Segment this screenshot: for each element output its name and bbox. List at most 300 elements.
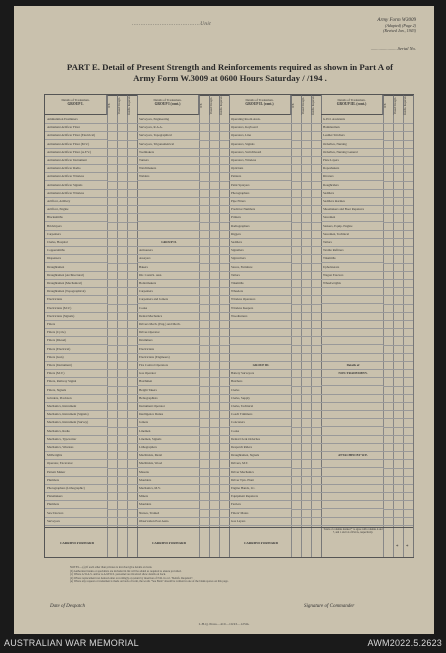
row-rule [107,451,137,452]
form-ref-line-2: (Adapted) (Page 2) [385,23,416,28]
row-rule [199,525,229,526]
trade-row: Carpenters [45,230,107,239]
column-header [321,95,383,115]
trade-row: Drivers, M.T. [229,459,291,468]
row-rule [107,279,137,280]
column-group-label: GROUP III. (cont.) [336,102,367,106]
row-rule [107,500,137,501]
row-rule [291,353,321,354]
trade-row: Woodturners [229,312,291,321]
row-rule [383,410,413,411]
row-rule [291,525,321,526]
row-rule [383,525,413,526]
trade-row: Bakers [137,263,199,272]
row-rule [291,451,321,452]
row-rule [383,140,413,141]
row-rule [107,435,137,436]
trade-row: Concreters [229,418,291,427]
row-rule [383,131,413,132]
trade-row: Stokers, Equip. Engine [321,222,383,231]
row-rule [199,459,229,460]
trade-row: Armament Artificer Fitter [45,123,107,132]
trade-row: Operating Room Assts. [229,115,291,124]
unit-label: .......................................Unit [132,22,212,27]
press-imprint: L.H.Q. Press—410—10/43—125m. [198,622,250,626]
trade-row: Draughtsmen, Signals [229,451,291,460]
row-rule [383,156,413,157]
trade-row: Fitters (Cycle) [45,328,107,337]
sub-column-header: Posted Strength. [393,95,403,115]
trade-row: Dispensers [45,254,107,263]
sub-column-header: Reinfts. Required. [127,95,137,115]
column-header-text: Details of Tradesmen. [245,98,274,102]
trade-row: Electricians [45,295,107,304]
trade-row: Saddlers marines [321,197,383,206]
trade-row: Instrument Operator [137,402,199,411]
row-rule [199,222,229,223]
trade-row: Engine Hands, I.C. [229,484,291,493]
trade-row: Predictor Numbers [229,205,291,214]
row-rule [199,205,229,206]
trade-row: Cooks [137,304,199,313]
trade-row: Clerks, Technical [229,402,291,411]
trade-row: Mechanics, Instrument (Signals) [45,410,107,419]
trade-row: Opticians [229,164,291,173]
row-rule [291,246,321,247]
row-rule [199,484,229,485]
row-rule [107,156,137,157]
trade-row: Coppersmiths [45,246,107,255]
trade-row [321,517,383,526]
trade-row: Armament Artificer Radio [45,164,107,173]
row-rule [107,189,137,190]
row-rule [107,287,137,288]
trade-row: Operator, Excavator [45,459,107,468]
trade-row: Wireless Operators [229,295,291,304]
trade-row: Plate Layers [321,156,383,165]
row-rule [199,369,229,370]
trade-row: Plumbers [45,500,107,509]
sub-column-header: Posted Strength. [209,95,219,115]
asterisk-mark: * [406,545,409,550]
trade-row: Draughtsmen [45,263,107,272]
row-rule [383,279,413,280]
row-rule [291,205,321,206]
row-rule [107,312,137,313]
trade-row: Printers [229,213,291,222]
form-notes [70,566,400,584]
trade-row: Farriers [229,500,291,509]
trade-row: Bricklayers [45,222,107,231]
trade-row: Stores, Furniture [229,263,291,272]
row-rule [199,295,229,296]
row-rule [199,156,229,157]
row-rule [383,353,413,354]
trade-row: Mechanics, Wireless [45,443,107,452]
trade-row: Grinders, Precision [45,394,107,403]
trade-row: G.P.O. Assistants [321,115,383,124]
row-rule [291,320,321,321]
row-rule [383,213,413,214]
row-rule [383,468,413,469]
row-rule [383,205,413,206]
row-rule [383,172,413,173]
carried-forward-cell: CARRIED FORWARD [137,527,199,558]
trade-row: Signwriters [229,254,291,263]
trade-row: Assayers [137,254,199,263]
row-rule [199,361,229,362]
row-rule [199,189,229,190]
row-rule [383,304,413,305]
row-rule [199,451,229,452]
row-rule [383,263,413,264]
row-rule [107,164,137,165]
row-rule [383,377,413,378]
row-rule [199,402,229,403]
trade-row: Mechanics, M.V. [137,484,199,493]
trade-row: Wheelers [229,287,291,296]
row-rule [199,509,229,510]
row-rule [107,246,137,247]
trade-row: Wagon Erectors [321,271,383,280]
row-rule [107,476,137,477]
row-rule [383,320,413,321]
row-rule [107,468,137,469]
row-rule [199,418,229,419]
trade-row: Heliographists [137,394,199,403]
row-rule [199,263,229,264]
trade-row: Boilermakers [137,279,199,288]
row-rule [107,377,137,378]
trade-row: Surveyors, Trigonometrical [137,140,199,149]
row-rule [383,123,413,124]
row-rule [383,246,413,247]
row-rule [107,443,137,444]
trade-row: Platemakers [45,492,107,501]
column-header-text: Details of Tradesmen. [61,98,90,102]
row-rule [291,222,321,223]
trade-row: Ropeshakers [321,164,383,173]
caption-left: AUSTRALIAN WAR MEMORIAL [4,638,139,648]
trade-row: Moulders [137,476,199,485]
row-rule [199,246,229,247]
row-rule [199,386,229,387]
form-title: PART E. Detail of Present Strength and Reinforcements required as shown in Part A of Army Form W.3009 at 0600 Hours Saturday / /194 . [66,62,394,83]
trade-row: Surveyors, Engineering [137,115,199,124]
trade-row: Wheelwrights [321,279,383,288]
row-rule [383,500,413,501]
trade-row: Fitters [45,320,107,329]
trade-row: Riggers [229,230,291,239]
trade-row: Storemen [321,213,383,222]
row-rule [107,410,137,411]
footer-rule [199,527,229,528]
row-rule [291,476,321,477]
row-rule [199,148,229,149]
trade-row: Turners [137,156,199,165]
trade-row: ATTACHED BY W.E. [321,451,383,460]
trade-row: Armament Artificer Wireless [45,172,107,181]
row-rule [107,320,137,321]
trade-row: Operators, Keyboard [229,123,291,132]
note-line: (c) Where A.W.A.S. and/or A.A.M.W.S. personnel are involved show details on back. [70,573,166,577]
row-rule [383,181,413,182]
row-rule [107,386,137,387]
row-rule [383,295,413,296]
trade-row: Armament Artificer Fitter (Electrical) [45,131,107,140]
row-rule [199,435,229,436]
trade-row: Paint Sprayers [229,181,291,190]
trade-row: Tinsmiths [321,254,383,263]
row-rule [199,287,229,288]
footer-rule [383,527,413,528]
row-rule [383,476,413,477]
row-rule [107,328,137,329]
row-rule [291,254,321,255]
trade-row: Driver Mechanics [229,468,291,477]
trade-row: Surveyors, R.A.A. [137,123,199,132]
row-rule [199,172,229,173]
row-rule [199,353,229,354]
row-rule [291,361,321,362]
row-rule [383,484,413,485]
row-rule [199,312,229,313]
trade-row: Draughtsmen (Architectural) [45,271,107,280]
row-rule [383,402,413,403]
row-rule [199,164,229,165]
trade-row: Draughtsmen (Mechanical) [45,279,107,288]
column-header [229,95,291,115]
carried-forward-cell: Totals of columns marked * to agree with columns 4 and 7, and 1 and 14 of Part A, respectively. [321,527,383,558]
row-rule [199,492,229,493]
row-rule [383,271,413,272]
trade-row: Photographers [229,189,291,198]
trade-row: Electricians [137,345,199,354]
row-rule [107,336,137,337]
row-rule [107,148,137,149]
form-sheet [14,6,434,634]
trade-row: Battery Surveyors [229,369,291,378]
sub-column-header: W.E. [291,95,301,115]
trade-row: Machinists, Wood [137,459,199,468]
trade-row: Carpenters and Joiners [137,295,199,304]
strength-table [44,94,414,558]
row-rule [291,517,321,518]
row-rule [383,492,413,493]
row-rule [383,427,413,428]
note-line: (d) Where replacement not desired enter accordingly on return by insertion of N.R. in col. "Reinfs. Required". [70,576,194,580]
trade-row: Mechanics, Radio [45,427,107,436]
row-rule [291,410,321,411]
trade-row: Driver-Operator [137,328,199,337]
row-rule [383,164,413,165]
table-column [45,95,138,557]
trade-row: Tailors [321,238,383,247]
note-line: (e) Where any request or tradesmen is made on back of form, the words "See Back" should be written in one of the blank spaces on this page. [70,580,229,584]
asterisk-mark: * [396,545,399,550]
column-header-text: Details of Tradesmen. [337,98,366,102]
row-rule [383,312,413,313]
row-rule [107,509,137,510]
sub-column-header: W.E. [107,95,117,115]
trade-row: Radiographers [229,222,291,231]
sub-column-header: Posted Strength. [301,95,311,115]
row-rule [291,418,321,419]
trade-row: Mechanics, Instrument [45,402,107,411]
row-rule [383,451,413,452]
row-rule [107,123,137,124]
caption-bar [0,634,446,653]
note-line: (b) Authorized trades or specialists are included in list will be added as required to ensure provided. [70,569,182,573]
row-rule [199,328,229,329]
trade-row: Painters [229,172,291,181]
row-rule [291,369,321,370]
column-header-text: Details of Tradesmen. [153,98,182,102]
column-header [45,95,107,115]
trade-row: Butchers [229,377,291,386]
trade-row: Despatch Riders [229,443,291,452]
trade-row: Details of [321,361,383,370]
form-ref-line-3: (Revised Jan., 1943) [383,28,416,33]
row-rule [107,394,137,395]
trade-row: Joiners [137,418,199,427]
column-group-label: GROUP I (cont.) [154,102,181,106]
trade-row: Masons [137,468,199,477]
trade-row: Operators, Line [229,131,291,140]
row-rule [291,197,321,198]
trade-row: Armament Artificer Fitter (A.F.V.) [45,148,107,157]
carried-forward-cell: CARRIED FORWARD [45,527,107,558]
table-column [137,95,230,557]
trade-row: Signallers [229,246,291,255]
row-rule [107,304,137,305]
trade-row: GROUP II. [137,238,199,247]
row-rule [107,263,137,264]
row-rule [107,131,137,132]
caption-right: AWM2022.5.2623 [367,638,442,648]
trade-row: Armourers [137,246,199,255]
row-rule [107,172,137,173]
trade-row: Dir. Const'n. Asst. [137,271,199,280]
trade-row: Electricians (Engineers) [137,353,199,362]
row-rule [199,181,229,182]
trade-row: Fitters (Diesel) [45,336,107,345]
trade-row: Clerks, Supply [229,394,291,403]
trade-row: Armament Artificer Instrument [45,156,107,165]
row-rule [291,172,321,173]
trade-row: Saddlers [321,189,383,198]
sub-column-header: Reinfts. Required. [219,95,229,115]
row-rule [383,336,413,337]
sub-column-header: Reinfts. Required. [403,95,413,115]
row-rule [291,328,321,329]
row-rule [199,427,229,428]
row-rule [199,345,229,346]
row-rule [291,148,321,149]
trade-row: Electricians (Signals) [45,312,107,321]
row-rule [383,222,413,223]
trade-row: Wireless Keepers [229,304,291,313]
row-rule [291,140,321,141]
row-rule [383,287,413,288]
row-rule [291,230,321,231]
row-rule [383,328,413,329]
row-rule [383,197,413,198]
footer-rule [107,527,137,528]
row-rule [199,410,229,411]
row-rule [107,345,137,346]
row-rule [107,238,137,239]
row-rule [383,509,413,510]
trade-row: Fitters (Instrument) [45,361,107,370]
trade-row: Driver Tpts. Plant [229,476,291,485]
trade-row: Drivers Mech. (Eng.) and Mech. [137,320,199,329]
footer-rule [291,527,321,528]
row-rule [199,230,229,231]
trade-row: Fitters, Railway Signal [45,377,107,386]
trade-row: Machinists, Metal [137,451,199,460]
row-rule [107,197,137,198]
row-rule [107,271,137,272]
row-rule [383,148,413,149]
row-rule [291,427,321,428]
row-rule [291,492,321,493]
trade-row: Carpenters [137,287,199,296]
signature-of-commander: Signature of Commander [304,604,355,609]
row-rule [291,304,321,305]
row-rule [291,156,321,157]
row-rule [107,427,137,428]
trade-row: Toolmakers [137,148,199,157]
row-rule [291,181,321,182]
row-rule [199,131,229,132]
row-rule [291,312,321,313]
trade-row: Fitters' Mates [229,509,291,518]
row-rule [383,189,413,190]
row-rule [291,213,321,214]
row-rule [383,418,413,419]
trade-row: Draughtsmen (Topographical) [45,287,107,296]
trade-row: Watchmakers [137,164,199,173]
column-group-label: GROUP II. (cont.) [245,102,274,106]
row-rule [291,345,321,346]
trade-row: Miners [137,492,199,501]
carried-forward-cell: CARRIED FORWARD [229,527,291,558]
trade-row: Saw Doctors [45,509,107,518]
row-rule [291,131,321,132]
trade-row: Operators, Switchboard [229,148,291,157]
row-rule [383,369,413,370]
sub-column-header: Reinfts. Required. [311,95,321,115]
trade-row: Lithographers [137,443,199,452]
row-rule [107,517,137,518]
trade-row: Dental Clerk Orderlies [229,435,291,444]
trade-row: Fire Control Operators [137,361,199,370]
serial-label: ........................Serial No. [370,46,416,51]
row-rule [107,205,137,206]
trade-row: Electricians (M.V.) [45,304,107,313]
row-rule [199,500,229,501]
row-rule [107,525,137,526]
row-rule [291,189,321,190]
row-rule [383,517,413,518]
trade-row: Upholsterers [321,263,383,272]
sub-column-header: W.E. [199,95,209,115]
row-rule [383,394,413,395]
trade-row: Height Takers [137,386,199,395]
trade-row: Surveyors [45,517,107,526]
date-of-despatch: Date of Despatch [50,604,85,609]
